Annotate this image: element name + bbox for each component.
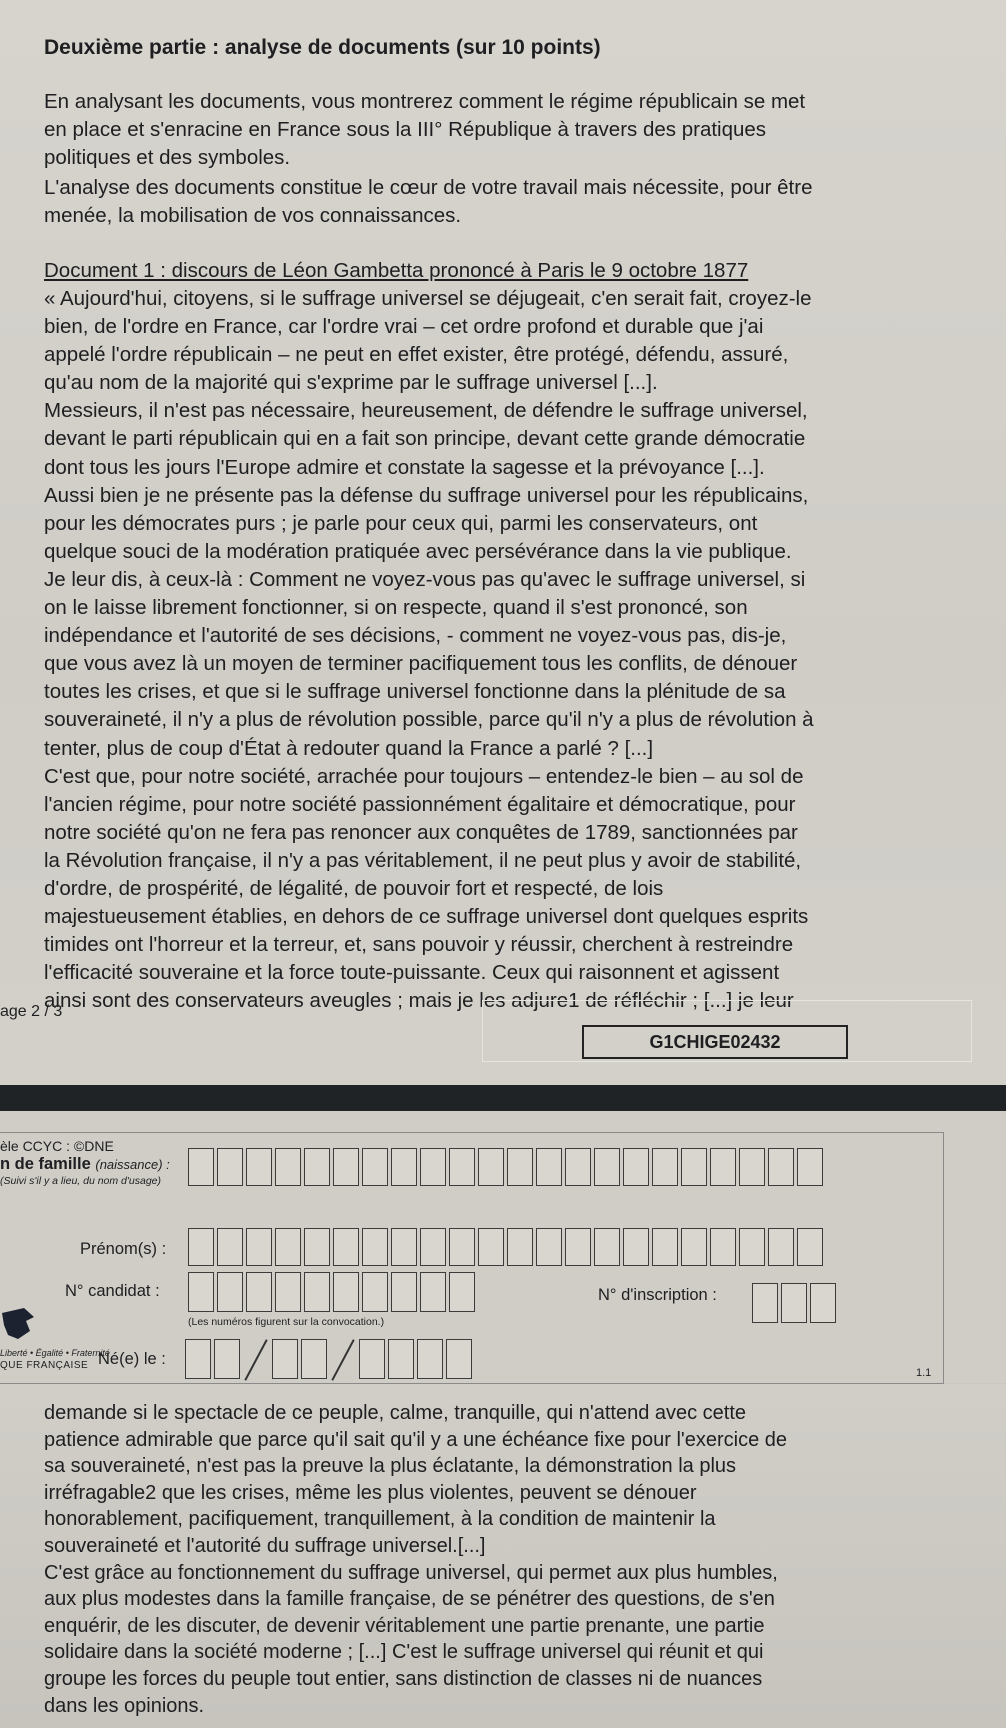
document-line: ainsi sont des conservateurs aveugles ; mais je les adjure1 de réfléchir ; [...] je leur [44,989,794,1013]
document-line: aux plus modestes dans la famille française, de se pénétrer des questions, de s'en [44,1588,775,1611]
birth-date-boxes[interactable] [185,1339,475,1379]
first-name-box[interactable] [565,1228,591,1266]
page-separator-band [0,1085,1006,1111]
family-name-box[interactable] [536,1148,562,1186]
family-name-box[interactable] [797,1148,823,1186]
document-line: dont tous les jours l'Europe admire et constate la sagesse et la prévoyance [...]. [44,455,765,479]
document-line: sa souveraineté, n'est pas la preuve la plus éclatante, la démonstration la plus [44,1455,737,1478]
family-name-box[interactable] [623,1148,649,1186]
document-text-continued [44,1400,979,1719]
birth-year-box[interactable] [417,1339,443,1379]
family-name-box[interactable] [217,1148,243,1186]
first-name-box[interactable] [536,1228,562,1266]
marianne-logo [0,1305,40,1345]
document-line: enquérir, de les discuter, de devenir véritablement une partie prenante, une partie [44,1614,765,1637]
first-name-box[interactable] [623,1228,649,1266]
birth-year-box[interactable] [388,1339,414,1379]
document-line: l'efficacité souveraine et la force toute-puissante. Ceux qui raisonnent et agissent [44,961,780,985]
birth-day-box[interactable] [214,1339,240,1379]
candidate-number-box[interactable] [246,1272,272,1312]
birth-year-box[interactable] [359,1339,385,1379]
document-line: majestueusement établies, en dehors de ce suffrage universel dont quelques esprits [44,905,809,929]
first-name-box[interactable] [246,1228,272,1266]
family-name-box[interactable] [188,1148,214,1186]
family-name-boxes[interactable] [188,1148,826,1186]
family-name-note: (Suivi s'il y a lieu, du nom d'usage) [0,1175,162,1187]
convocation-note: (Les numéros figurent sur la convocation.) [188,1316,385,1328]
method-line: L'analyse des documents constitue le cœur de votre travail mais nécessite, pour être [44,176,813,199]
document-line: quelque souci de la modération pratiquée avec persévérance dans la vie publique. [44,539,792,563]
document-line: timides ont l'horreur et la terreur, et, sans pouvoir y réussir, cherchent à restreindre [44,933,794,957]
instruction-line: en place et s'enracine en France sous la III° République à travers des pratiques [44,118,767,141]
family-name-box[interactable] [420,1148,446,1186]
candidate-number-box[interactable] [420,1272,446,1312]
method-line: menée, la mobilisation de vos connaissances. [44,204,462,227]
document-line: Je leur dis, à ceux-là : Comment ne voyez-vous pas qu'avec le suffrage universel, si [44,567,806,591]
family-name-box[interactable] [304,1148,330,1186]
registration-number-box[interactable] [752,1283,778,1323]
first-name-box[interactable] [420,1228,446,1266]
section-heading: Deuxième partie : analyse de documents (sur 10 points) [44,36,601,59]
family-name-hint: (naissance) : [95,1157,170,1172]
first-name-boxes[interactable] [188,1228,826,1266]
family-name-label-text: n de famille [0,1155,91,1173]
first-name-box[interactable] [681,1228,707,1266]
family-name-box[interactable] [275,1148,301,1186]
document-line: bien, de l'ordre en France, car l'ordre vrai – cet ordre profond et durable que j'ai [44,315,764,339]
birth-date-label: Né(e) le : [98,1350,166,1368]
document-line: irréfragable2 que les crises, même les plus violentes, peuvent se dénouer [44,1481,697,1504]
first-name-box[interactable] [797,1228,823,1266]
document-text [44,285,979,1015]
document-line: Messieurs, il n'est pas nécessaire, heureusement, de défendre le suffrage universel, [44,399,808,423]
document-title: Document 1 : discours de Léon Gambetta prononcé à Paris le 9 octobre 1877 [44,259,749,282]
document-line: groupe les forces du peuple tout entier, sans distinction de classes ni de nuances [44,1667,763,1690]
document-line: indépendance et l'autorité de ses décisions, - comment ne voyez-vous pas, dis-je, [44,624,787,648]
first-name-box[interactable] [188,1228,214,1266]
document-line: appelé l'ordre républicain – ne peut en effet exister, être protégé, défendu, assuré, [44,343,789,367]
document-line: souveraineté, il n'y a plus de révolution possible, parce qu'il n'y a plus de révolution à [44,708,814,732]
subject-code: G1CHIGE02432 [582,1025,848,1059]
date-separator [330,1339,356,1379]
birth-day-box[interactable] [185,1339,211,1379]
candidate-number-box[interactable] [304,1272,330,1312]
candidate-number-box[interactable] [217,1272,243,1312]
birth-month-box[interactable] [272,1339,298,1379]
registration-number-label: N° d'inscription : [598,1286,717,1304]
registration-number-box[interactable] [810,1283,836,1323]
document-line: toutes les crises, et que si le suffrage universel fonctionne dans la plénitude de sa [44,680,786,704]
first-name-box[interactable] [275,1228,301,1266]
first-name-box[interactable] [710,1228,736,1266]
first-name-label: Prénom(s) : [80,1240,167,1258]
republic-motto: Liberté • Égalité • Fraternité [0,1348,110,1358]
birth-month-box[interactable] [301,1339,327,1379]
first-name-box[interactable] [739,1228,765,1266]
first-name-box[interactable] [507,1228,533,1266]
family-name-box[interactable] [681,1148,707,1186]
registration-number-box[interactable] [781,1283,807,1323]
first-name-box[interactable] [652,1228,678,1266]
document-line: solidaire dans la société moderne ; [...] C'est le suffrage universel qui réunit et qui [44,1641,764,1664]
document-line: tenter, plus de coup d'État à redouter quand la France a parlé ? [...] [44,736,654,760]
page-number: age 2 / 3 [0,1003,63,1020]
document-line: patience admirable que parce qu'il sait qu'il y a une échéance fixe pour l'exercice de [44,1428,788,1451]
method-paragraph [44,174,964,230]
document-line: souveraineté et l'autorité du suffrage universel.[...] [44,1534,486,1557]
family-name-box[interactable] [565,1148,591,1186]
first-name-box[interactable] [217,1228,243,1266]
document-line: demande si le spectacle de ce peuple, calme, tranquille, qui n'attend avec cette [44,1402,747,1424]
candidate-number-box[interactable] [362,1272,388,1312]
candidate-number-box[interactable] [333,1272,359,1312]
birth-year-box[interactable] [446,1339,472,1379]
first-name-box[interactable] [333,1228,359,1266]
first-name-box[interactable] [362,1228,388,1266]
first-name-box[interactable] [391,1228,417,1266]
document-line: honorablement, pacifiquement, tranquillement, à la condition de maintenir la [44,1508,716,1531]
first-name-box[interactable] [304,1228,330,1266]
family-name-box[interactable] [710,1148,736,1186]
document-line: la Révolution française, il n'y a pas véritablement, il ne peut plus y avoir de stabilité, [44,848,802,872]
document-line: l'ancien régime, pour notre société passionnément égalitaire et démocratique, pour [44,792,796,816]
family-name-box[interactable] [594,1148,620,1186]
candidate-number-box[interactable] [391,1272,417,1312]
document-line: Aussi bien je ne présente pas la défense du suffrage universel pour les républicains, [44,483,809,507]
republic-label: QUE FRANÇAISE [0,1360,89,1371]
first-name-box[interactable] [449,1228,475,1266]
family-name-box[interactable] [362,1148,388,1186]
candidate-number-boxes[interactable] [188,1272,478,1312]
model-label: èle CCYC : ©DNE [0,1138,114,1154]
first-name-box[interactable] [594,1228,620,1266]
document-line: notre société qu'on ne fera pas renoncer aux conquêtes de 1789, sanctionnées par [44,820,798,844]
family-name-box[interactable] [739,1148,765,1186]
family-name-box[interactable] [449,1148,475,1186]
family-name-box[interactable] [652,1148,678,1186]
document-line: qu'au nom de la majorité qui s'exprime par le suffrage universel [...]. [44,371,658,395]
family-name-box[interactable] [391,1148,417,1186]
instruction-paragraph [44,88,964,172]
family-name-box[interactable] [478,1148,504,1186]
document-line: devant le parti républicain qui en a fait son principe, devant cette grande démocratie [44,427,806,451]
document-line: « Aujourd'hui, citoyens, si le suffrage universel se déjugeait, c'en serait fait, croyez-le [44,287,812,310]
first-name-box[interactable] [478,1228,504,1266]
document-line: que vous avez là un moyen de terminer pacifiquement tous les conflits, de dénouer [44,652,798,676]
document-line: C'est grâce au fonctionnement du suffrage universel, qui permet aux plus humbles, [44,1561,778,1584]
date-separator [243,1339,269,1379]
form-version: 1.1 [916,1367,932,1379]
document-line: C'est que, pour notre société, arrachée pour toujours – entendez-le bien – au sol de [44,764,804,788]
candidate-number-box[interactable] [275,1272,301,1312]
registration-number-boxes[interactable] [752,1283,839,1323]
family-name-box[interactable] [333,1148,359,1186]
instruction-line: En analysant les documents, vous montrerez comment le régime républicain se met [44,90,806,113]
document-line: d'ordre, de prospérité, de légalité, de pouvoir fort et respecté, de lois [44,876,664,900]
document-line: dans les opinions. [44,1694,205,1717]
candidate-number-label: N° candidat : [65,1282,160,1300]
document-line: on le laisse librement fonctionner, si on respecte, quand il s'est prononcé, son [44,596,748,620]
first-name-box[interactable] [768,1228,794,1266]
family-name-box[interactable] [507,1148,533,1186]
family-name-box[interactable] [246,1148,272,1186]
candidate-number-box[interactable] [449,1272,475,1312]
instruction-line: politiques et des symboles. [44,146,291,169]
family-name-label [0,1155,170,1174]
candidate-number-box[interactable] [188,1272,214,1312]
document-line: pour les démocrates purs ; je parle pour ceux qui, parmi les conservateurs, ont [44,511,758,535]
family-name-box[interactable] [768,1148,794,1186]
